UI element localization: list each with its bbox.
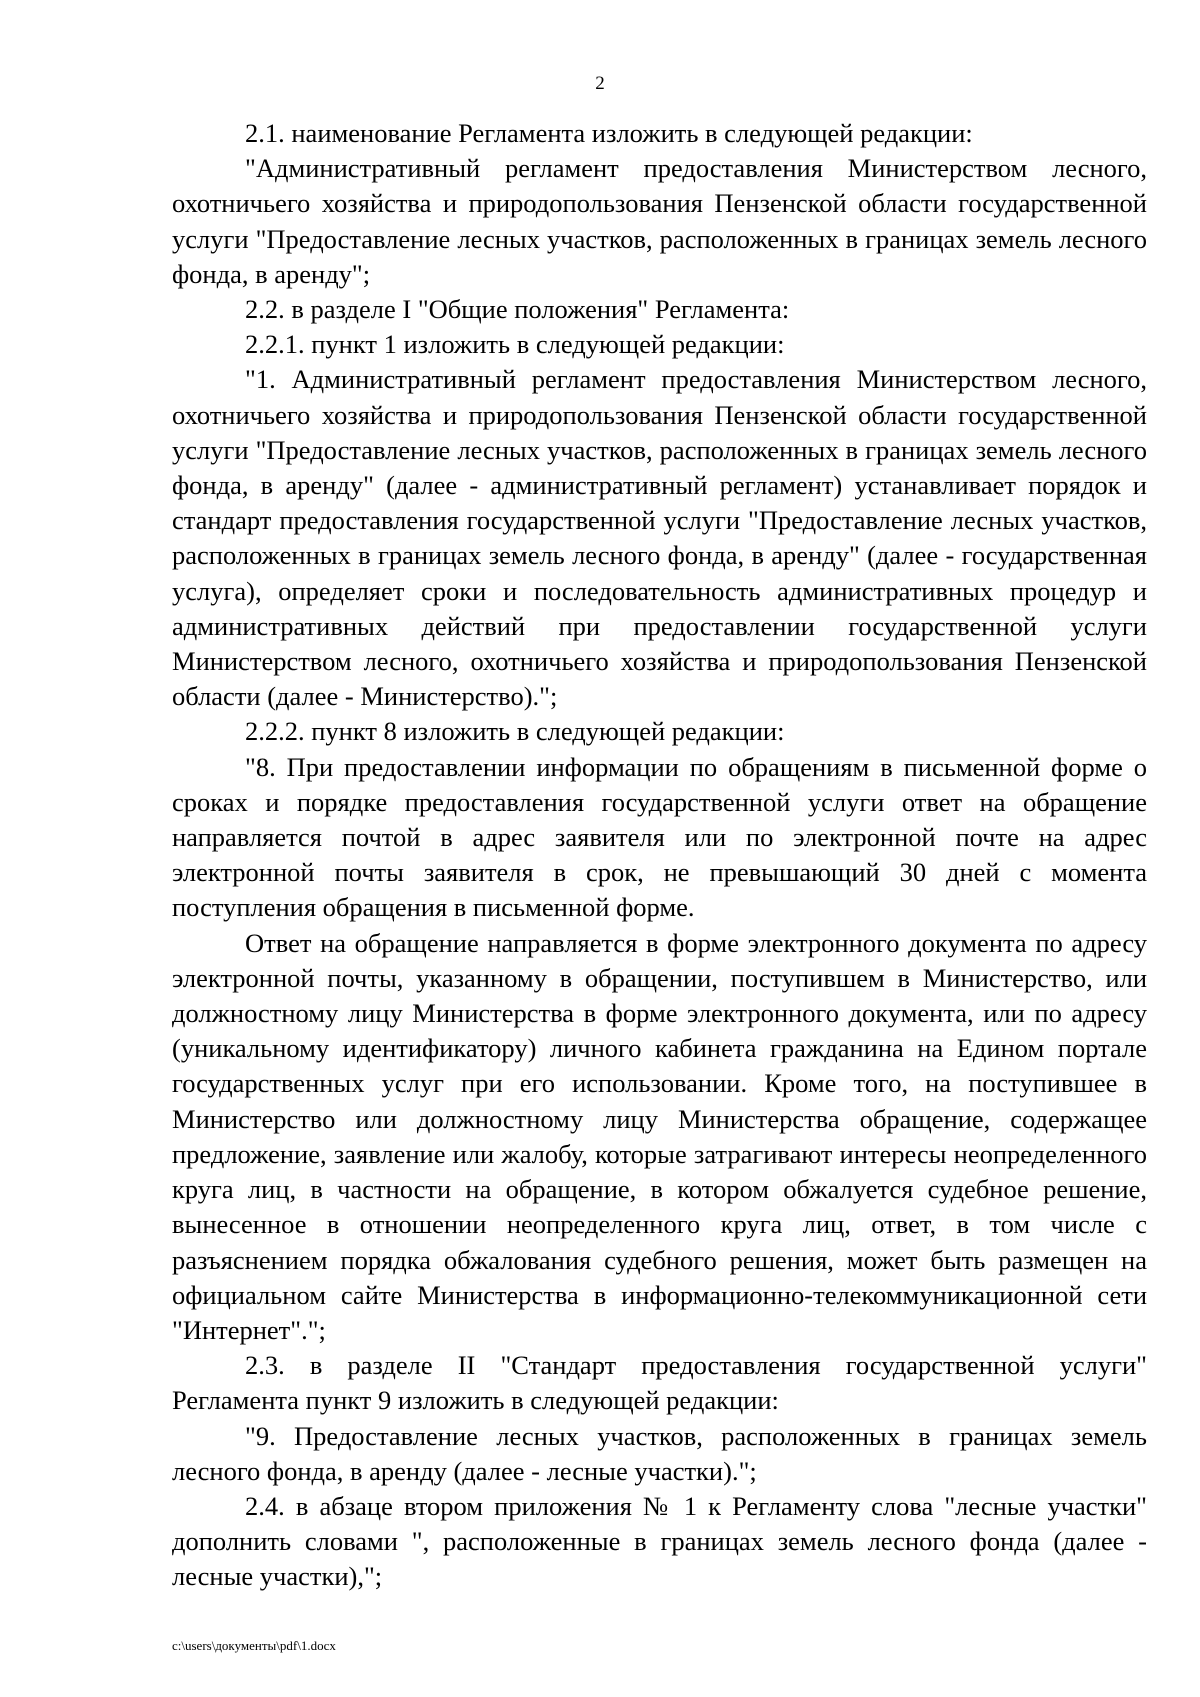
- document-body: [172, 116, 1147, 1595]
- paragraph-2-2-2: 2.2.2. пункт 8 изложить в следующей редакции:: [245, 716, 785, 747]
- footer-file-path: c:\users\документы\pdf\1.docx: [172, 1638, 336, 1653]
- paragraph-2-2: 2.2. в разделе I "Общие положения" Регламента:: [245, 294, 790, 325]
- paragraph-2-1: 2.1. наименование Регламента изложить в следующей редакции:: [245, 118, 973, 148]
- paragraph-2-2-1: 2.2.1. пункт 1 изложить в следующей редакции:: [245, 329, 785, 360]
- paragraph-point-8: "8. При предоставлении информации по обращениям в письменной форме о сроках и порядке предоставления государственной услуги ответ на обращение направляется почтой в адрес заявителя или по электронной почте на адрес электронной почты заявителя в срок, не превышающий 30 дней с момента поступления обращения в письменной форме.: [172, 751, 1147, 923]
- paragraph-point-1: "1. Административный регламент предоставления Министерством лесного, охотничьего хозяйства и природопользования Пензенской области государственной услуги "Предоставление лесных участков, расположенных в границах земель лесного фонда, в аренду" (далее - административный регламент) устанавливает порядок и стандарт предоставления государственной услуги "Предоставление лесных участков, расположенных в границах земель лесного фонда, в аренду" (далее - государственная услуга), определяет сроки и последовательность административных процедур и административных действий при предоставлении государственной услуги Министерством лесного, охотничьего хозяйства и природопользования Пензенской области (далее - Министерство).";: [172, 364, 1147, 712]
- paragraph-response: Ответ на обращение направляется в форме электронного документа по адресу электронной почты, указанному в обращении, поступившем в Министерство, или должностному лицу Министерства в форме электронного документа, или по адресу (уникальному идентификатору) личного кабинета гражданина на Едином портале государственных услуг при его использовании. Кроме того, на поступившее в Министерство или должностному лицу Министерства обращение, содержащее предложение, заявление или жалобу, которые затрагивают интересы неопределенного круга лиц, в частности на обращение, в котором обжалуется судебное решение, вынесенное в отношении неопределенного круга лиц, ответ, в том числе с разъяснением порядка обжалования судебного решения, может быть размещен на официальном сайте Министерства в информационно-телекоммуникационной сети "Интернет".";: [172, 927, 1147, 1345]
- page-number: 2: [595, 73, 605, 94]
- paragraph-2-3: 2.3. в разделе II "Стандарт предоставления государственной услуги" Регламента пункт 9 изложить в следующей редакции:: [172, 1350, 1147, 1416]
- paragraph-2-4: 2.4. в абзаце втором приложения № 1 к Регламенту слова "лесные участки" дополнить словами ", расположенные в границах земель лесного фонда (далее - лесные участки),";: [172, 1490, 1147, 1592]
- paragraph-regulation-title: "Административный регламент предоставления Министерством лесного, охотничьего хозяйства и природопользования Пензенской области государственной услуги "Предоставление лесных участков, расположенных в границах земель лесного фонда, в аренду";: [172, 153, 1147, 289]
- paragraph-point-9: "9. Предоставление лесных участков, расположенных в границах земель лесного фонда, в аренду (далее - лесные участки).";: [172, 1420, 1147, 1486]
